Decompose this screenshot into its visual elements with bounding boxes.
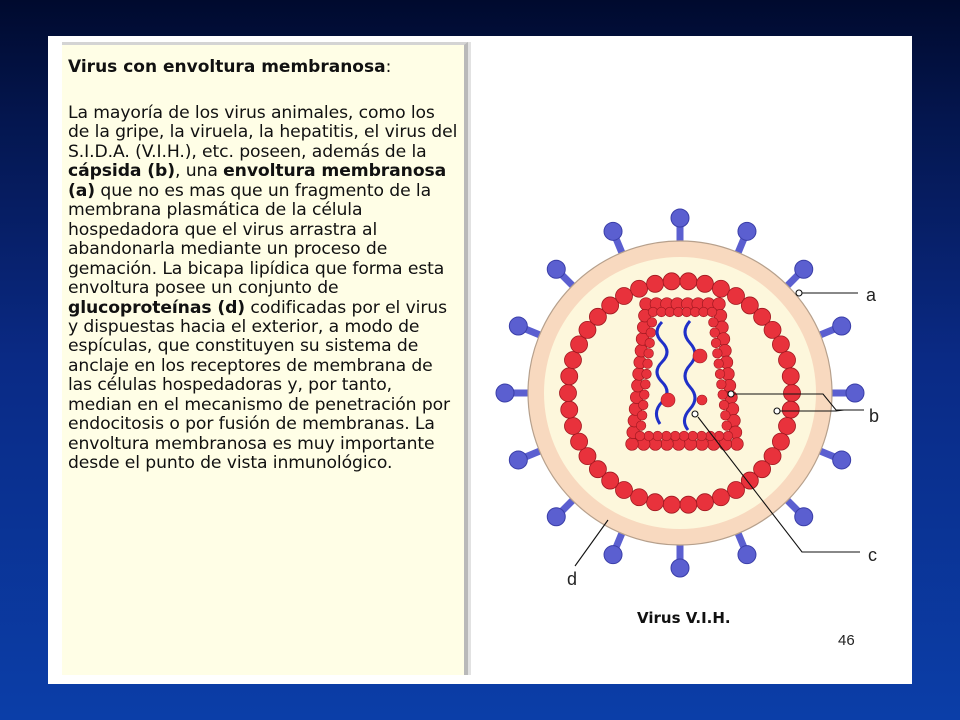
label-d: d: [567, 569, 578, 589]
paragraph-run: codificadas por el virus y dispuestas hacia el exterior, a modo de espículas, que constituyen su sistema de anclaje en los receptores de membrana de las células hospedadoras y, por tanto, median en el mecanismo de penetración por endocitosis o por fusión de membranas. La envoltura membranosa es muy importante desde el punto de vista inmunológico.: [68, 297, 451, 474]
core-inner-bead: [638, 400, 648, 410]
core-inner-bead: [646, 328, 656, 338]
capsid-bead: [712, 280, 729, 297]
core-inner-bead: [647, 318, 657, 328]
label-c: c: [868, 545, 877, 565]
core-inner-bead: [645, 338, 655, 348]
core-inner-bead: [715, 369, 725, 379]
spike-head: [671, 209, 689, 227]
marker-b-core: [728, 391, 734, 397]
core-inner-bead: [710, 328, 720, 338]
spike-head: [496, 384, 514, 402]
spike-head: [738, 222, 756, 240]
core-inner-bead: [653, 431, 663, 441]
core-inner-bead: [640, 390, 650, 400]
spike-head: [671, 559, 689, 577]
virus-interior: [544, 257, 816, 529]
core-inner-bead: [723, 431, 733, 441]
capsid-bead: [782, 368, 799, 385]
core-inner-bead: [711, 338, 721, 348]
capsid-bead: [560, 385, 577, 402]
spike-head: [509, 451, 527, 469]
core-inner-bead: [635, 431, 645, 441]
core-inner-bead: [644, 431, 654, 441]
spike-head: [795, 508, 813, 526]
leader-d: [575, 520, 608, 566]
core-inner-bead: [662, 431, 672, 441]
capsid-bead: [561, 401, 578, 418]
core-inner-bead: [718, 390, 728, 400]
label-a: a: [866, 285, 877, 305]
spike-head: [509, 317, 527, 335]
core-bead: [731, 438, 744, 451]
paragraph-run: La mayoría de los virus animales, como los de la gripe, la viruela, la hepatitis, el virus del S.I.D.A. (V.I.H.), etc. poseen, además de la: [68, 103, 458, 162]
capsid-bead: [779, 351, 796, 368]
spike-head: [846, 384, 864, 402]
capsid-bead: [631, 280, 648, 297]
core-inner-bead: [643, 359, 653, 369]
core-inner-bead: [722, 421, 732, 431]
core-inner-bead: [642, 369, 652, 379]
capsid-bead: [561, 368, 578, 385]
slide-title: Virus con envoltura membranosa:: [68, 57, 392, 77]
capsid-bead: [647, 494, 664, 511]
core-inner-bead: [641, 380, 651, 390]
page-number: 46: [838, 632, 855, 649]
capsid-bead: [564, 351, 581, 368]
capsid-bead: [647, 275, 664, 292]
core-inner-bead: [637, 411, 647, 421]
spike-head: [795, 260, 813, 278]
hiv-virus-diagram: [48, 36, 912, 684]
core-protein: [661, 393, 675, 407]
core-inner-bead: [636, 421, 646, 431]
slide: [48, 36, 912, 684]
capsid-bead: [772, 336, 789, 353]
capsid-bead: [696, 275, 713, 292]
core-protein: [693, 349, 707, 363]
capsid-bead: [680, 496, 697, 513]
spike-head: [833, 317, 851, 335]
capsid-bead: [564, 418, 581, 435]
diagram-caption: Virus V.I.H.: [637, 609, 731, 627]
spike-head: [547, 260, 565, 278]
core-inner-bead: [717, 380, 727, 390]
core-inner-bead: [688, 431, 698, 441]
capsid-bead: [779, 418, 796, 435]
capsid-bead: [631, 489, 648, 506]
capsid-bead: [663, 273, 680, 290]
core-inner-bead: [707, 307, 717, 317]
core-inner-bead: [679, 431, 689, 441]
marker-b-capsid: [774, 408, 780, 414]
paragraph-run: que no es mas que un fragmento de la membrana plasmática de la célula hospedadora que el virus arrastra al abandonarla mediante un proceso de gemación. La bicapa lipídica que forma esta envoltura posee un conjunto de: [68, 180, 445, 299]
capsid-bead: [663, 496, 680, 513]
marker-c: [692, 411, 698, 417]
capsid-bead: [696, 494, 713, 511]
core-inner-bead: [714, 359, 724, 369]
spike-head: [547, 508, 565, 526]
core-inner-bead: [644, 349, 654, 359]
bold-term: glucoproteínas (d): [68, 297, 246, 318]
capsid-bead: [728, 481, 745, 498]
bold-term: envoltura membranosa (a): [68, 161, 447, 201]
capsid-bead: [616, 288, 633, 305]
core-protein: [697, 395, 707, 405]
capsid-bead: [680, 273, 697, 290]
paragraph-run: , una: [175, 161, 224, 182]
spike-head: [604, 546, 622, 564]
spike-head: [738, 546, 756, 564]
bold-term: cápsida (b): [68, 161, 176, 182]
spike-head: [604, 222, 622, 240]
capsid-bead: [571, 433, 588, 450]
core-inner-bead: [713, 349, 723, 359]
core-inner-bead: [719, 400, 729, 410]
marker-a: [796, 290, 802, 296]
capsid-bead: [782, 401, 799, 418]
spike-head: [833, 451, 851, 469]
core-inner-bead: [697, 431, 707, 441]
capsid-bead: [784, 385, 801, 402]
core-inner-bead: [670, 431, 680, 441]
core-inner-bead: [721, 411, 731, 421]
label-b: b: [869, 406, 880, 426]
core-inner-bead: [709, 318, 719, 328]
capsid-bead: [712, 489, 729, 506]
